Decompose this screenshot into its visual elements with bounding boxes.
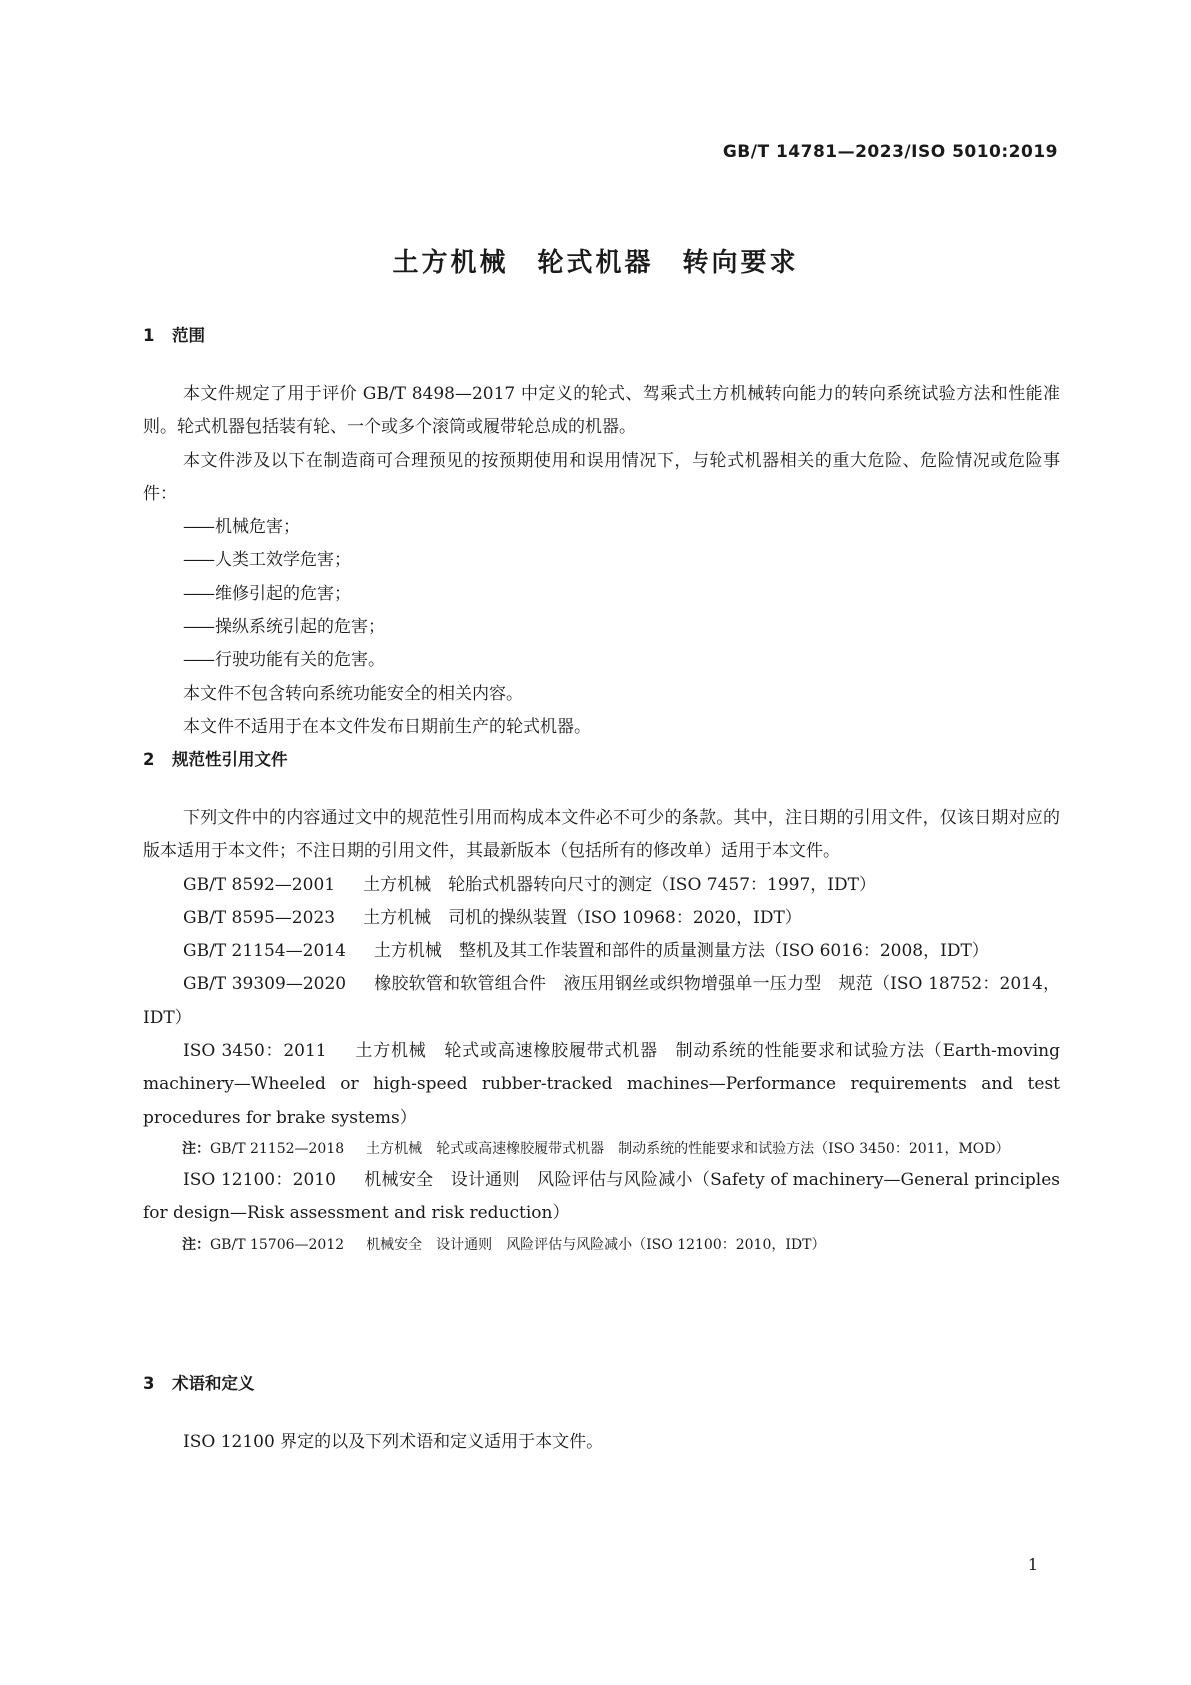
- reference-code: ISO 3450：2011: [183, 1041, 327, 1062]
- list-item: —— 人类工效学危害；: [183, 550, 351, 571]
- references-intro-paragraph: 下列文件中的内容通过文中的规范性引用而构成本文件必不可少的条款。其中，注日期的引用文件，仅该日期对应的版本适用于本文件；不注日期的引用文件，其最新版本（包括所有的修改单）适用于本文件。: [143, 808, 1060, 862]
- reference-code: GB/T 39309—2020: [183, 974, 347, 995]
- reference-note: [143, 1136, 1060, 1162]
- terms-paragraph: ISO 12100 界定的以及下列术语和定义适用于本文件。: [183, 1432, 604, 1452]
- note-code: GB/T 15706—2012: [210, 1236, 345, 1253]
- section-title: 术语和定义: [172, 1374, 255, 1393]
- section-2-body: [143, 802, 1060, 1260]
- dash-marker: ——: [183, 583, 213, 604]
- reference-code: ISO 12100：2010: [183, 1169, 336, 1190]
- reference-code: GB/T 8592—2001: [183, 874, 336, 895]
- reference-entry: [143, 1164, 1060, 1231]
- dash-marker: ——: [183, 550, 213, 571]
- scope-paragraph: 本文件规定了用于评价 GB/T 8498—2017 中定义的轮式、驾乘式土方机械转向能力的转向系统试验方法和性能准则。轮式机器包括装有轮、一个或多个滚筒或履带轮总成的机器。: [143, 384, 1060, 438]
- exclusion-paragraph: 本文件不包含转向系统功能安全的相关内容。: [183, 683, 523, 704]
- reference-note: [143, 1232, 1060, 1258]
- reference-code: GB/T 8595—2023: [183, 907, 336, 928]
- page-number: 1: [1027, 1555, 1038, 1574]
- reference-entry: [143, 1035, 1060, 1135]
- reference-title: 土方机械 轮胎式机器转向尺寸的测定（ISO 7457：1997，IDT）: [363, 874, 876, 895]
- reference-entry: [143, 968, 1060, 1035]
- section-title: 范围: [172, 326, 205, 345]
- note-text: 机械安全 设计通则 风险评估与风险减小（ISO 12100：2010，IDT）: [366, 1236, 826, 1253]
- list-item: —— 行驶功能有关的危害。: [183, 650, 385, 671]
- section-3-body: [143, 1426, 1060, 1459]
- reference-entry: [143, 935, 1060, 968]
- dash-marker: ——: [183, 650, 213, 671]
- note-code: GB/T 21152—2018: [210, 1140, 345, 1157]
- applicability-paragraph: 本文件不适用于在本文件发布日期前生产的轮式机器。: [183, 716, 591, 737]
- section-number: 1: [143, 326, 155, 345]
- list-item: —— 机械危害；: [183, 517, 300, 538]
- document-title: 土方机械 轮式机器 转向要求: [392, 248, 799, 278]
- dash-marker: ——: [183, 617, 213, 638]
- section-title: 规范性引用文件: [172, 750, 288, 769]
- dash-marker: ——: [183, 517, 213, 538]
- section-1-body: [143, 378, 1060, 744]
- note-label: 注：: [182, 1140, 210, 1157]
- reference-title: 土方机械 轮式或高速橡胶履带式机器 制动系统的性能要求和试验方法（Earth-moving machinery—Wheeled or high-speed rubber-tracked machines—Performance requirements and test procedures for brake systems）: [143, 1041, 1060, 1128]
- reference-title: 橡胶软管和软管组合件 液压用钢丝或织物增强单一压力型 规范（ISO 18752：2014，IDT）: [143, 974, 1061, 1028]
- section-3-heading: [143, 1372, 255, 1396]
- section-2-heading: [143, 748, 288, 772]
- list-item: —— 操纵系统引起的危害；: [183, 617, 385, 638]
- standard-code-header: GB/T 14781—2023/ISO 5010:2019: [722, 142, 1058, 162]
- reference-title: 机械安全 设计通则 风险评估与风险减小（Safety of machinery—General principles for design—Risk assessment and risk reduction）: [143, 1169, 1061, 1224]
- note-label: 注：: [182, 1236, 210, 1253]
- reference-title: 土方机械 整机及其工作装置和部件的质量测量方法（ISO 6016：2008，IDT）: [373, 941, 989, 962]
- section-number: 3: [143, 1374, 155, 1393]
- reference-code: GB/T 21154—2014: [183, 941, 346, 962]
- hazards-intro-paragraph: 本文件涉及以下在制造商可合理预见的按预期使用和误用情况下，与轮式机器相关的重大危险、危险情况或危险事件：: [143, 450, 1060, 504]
- section-number: 2: [143, 750, 155, 769]
- reference-entry: [143, 902, 1060, 935]
- section-1-heading: [143, 324, 205, 348]
- list-item: —— 维修引起的危害；: [183, 583, 351, 604]
- reference-entry: [143, 869, 1060, 902]
- note-text: 土方机械 轮式或高速橡胶履带式机器 制动系统的性能要求和试验方法（ISO 3450：2011，MOD）: [366, 1140, 1010, 1157]
- reference-title: 土方机械 司机的操纵装置（ISO 10968：2020，IDT）: [363, 907, 802, 928]
